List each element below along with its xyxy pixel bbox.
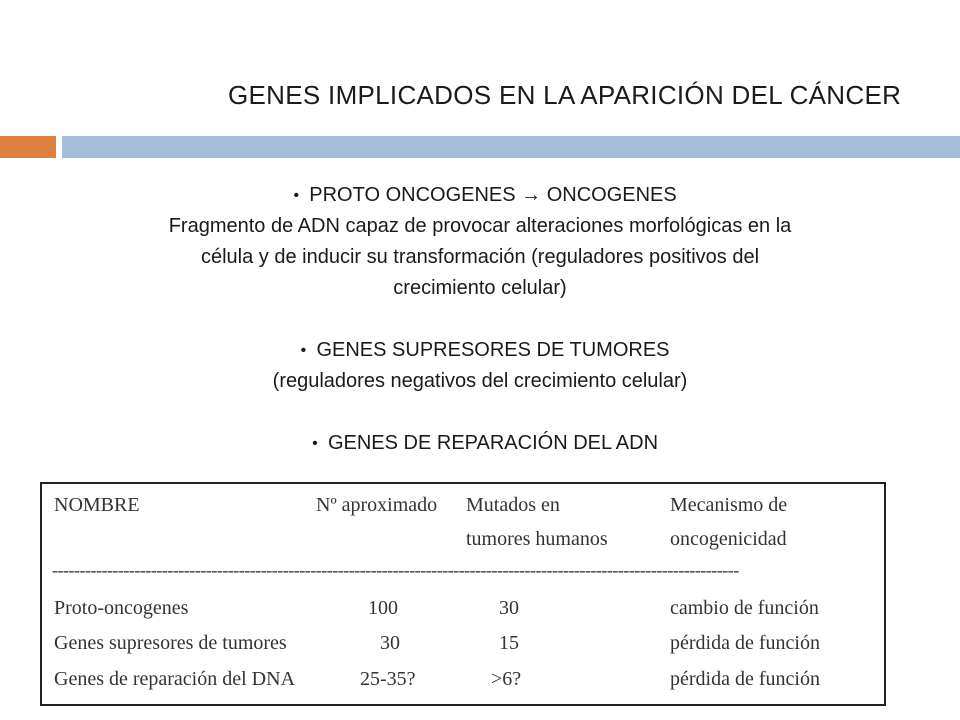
header-mecanismo: Mecanismo de [670,494,788,516]
header-nombre: NOMBRE [54,494,140,516]
slide-title: GENES IMPLICADOS EN LA APARICIÓN DEL CÁNCER [228,80,902,110]
table-row-nombre: Genes de reparación del DNA [54,668,296,690]
section-heading: • GENES DE REPARACIÓN DEL ADN [80,428,880,459]
header-mecanismo-2: oncogenicidad [670,528,787,550]
section-text: célula y de inducir su transformación (reguladores positivos del [200,246,760,268]
table-row-mutados: >6? [491,668,522,690]
table-row-mutados: 30 [499,597,519,619]
table-row-mecanismo: cambio de función [670,597,819,619]
slide-content [80,180,880,459]
bullet-icon: • [312,435,318,452]
header-mutados: Mutados en [466,494,560,516]
table-row-nombre: Proto-oncogenes [54,597,189,619]
table-row-numero: 30 [380,632,400,654]
section-text: Fragmento de ADN capaz de provocar alteraciones morfológicas en la [168,215,792,237]
table-row-mutados: 15 [499,632,519,654]
section-text: (reguladores negativos del crecimiento celular) [272,370,688,392]
table-separator: ----------------------------------------------------------------------------------------------------------------------------- [52,560,739,580]
table-row-numero: 100 [368,597,398,619]
table-row-nombre: Genes supresores de tumores [54,632,287,654]
section-heading: • PROTO ONCOGENES → ONCOGENES [80,180,880,211]
bullet-icon: • [293,187,300,204]
section-reparacion [80,428,880,459]
section-heading: • GENES SUPRESORES DE TUMORES [80,335,880,366]
table-row-mecanismo: pérdida de función [670,668,820,690]
table-row-numero: 25-35? [360,668,416,690]
bullet-icon: • [300,342,307,359]
section-supresores [80,335,880,397]
header-mutados-2: tumores humanos [466,528,608,550]
section-proto-oncogenes [80,180,880,304]
header-bar [62,136,960,158]
accent-bar [0,136,56,158]
section-text: crecimiento celular) [393,277,567,299]
genes-table [40,482,886,706]
table-row-mecanismo: pérdida de función [670,632,820,654]
header-numero: Nº aproximado [316,494,438,516]
